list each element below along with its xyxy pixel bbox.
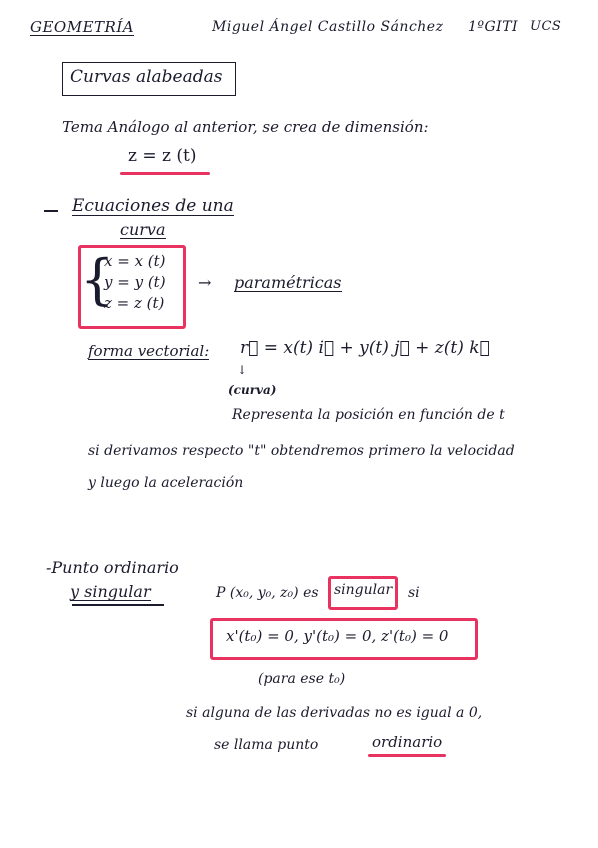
arrow-right-icon: → bbox=[198, 273, 212, 292]
ordinary-highlight bbox=[368, 754, 446, 757]
equation-x: x = x (t) bbox=[104, 252, 166, 270]
equations-heading-2: curva bbox=[120, 220, 166, 239]
subject-title: GEOMETRÍA bbox=[30, 18, 135, 36]
singular-word: singular bbox=[334, 582, 393, 598]
equation-y: y = y (t) bbox=[104, 273, 166, 291]
condition-note: (para ese t₀) bbox=[258, 671, 346, 687]
derivative-line-1: si derivamos respecto "t" obtendremos primero la velocidad bbox=[88, 443, 515, 459]
formula-highlight bbox=[120, 172, 210, 175]
point-definition: P (x₀, y₀, z₀) es bbox=[216, 585, 319, 601]
bullet-dash bbox=[44, 210, 58, 212]
equation-z: z = z (t) bbox=[104, 294, 165, 312]
singular-heading: -Punto ordinario bbox=[46, 558, 179, 577]
course-label: 1ºGITI bbox=[468, 19, 519, 35]
signature: UCS bbox=[530, 19, 562, 34]
arrow-down-icon: ↓ bbox=[237, 363, 248, 377]
singular-condition: x'(t₀) = 0, y'(t₀) = 0, z'(t₀) = 0 bbox=[226, 627, 449, 645]
vector-form-label: forma vectorial: bbox=[88, 342, 210, 360]
derivative-line-2: y luego la aceleración bbox=[88, 475, 244, 491]
ordinary-line-2: se llama punto bbox=[214, 737, 319, 753]
section-title: Curvas alabeadas bbox=[70, 67, 223, 87]
ordinary-line-1: si alguna de las derivadas no es igual a 0, bbox=[186, 705, 483, 721]
vector-equation: r⃗ = x(t) i⃗ + y(t) j⃗ + z(t) k⃗ bbox=[240, 338, 490, 358]
curve-label: (curva) bbox=[228, 383, 277, 397]
singular-heading-2: y singular bbox=[70, 582, 151, 601]
system-brace: { bbox=[80, 248, 115, 311]
intro-formula: z = z (t) bbox=[128, 146, 197, 166]
intro-text: Tema Análogo al anterior, se crea de dimensión: bbox=[62, 118, 429, 136]
ordinary-word: ordinario bbox=[372, 733, 443, 751]
position-note: Representa la posición en función de t bbox=[232, 407, 505, 423]
author-name: Miguel Ángel Castillo Sánchez bbox=[212, 19, 444, 35]
point-suffix: si bbox=[408, 585, 420, 601]
heading-underline bbox=[72, 604, 164, 606]
equations-heading: Ecuaciones de una bbox=[72, 196, 234, 216]
parametric-label: paramétricas bbox=[234, 273, 342, 292]
